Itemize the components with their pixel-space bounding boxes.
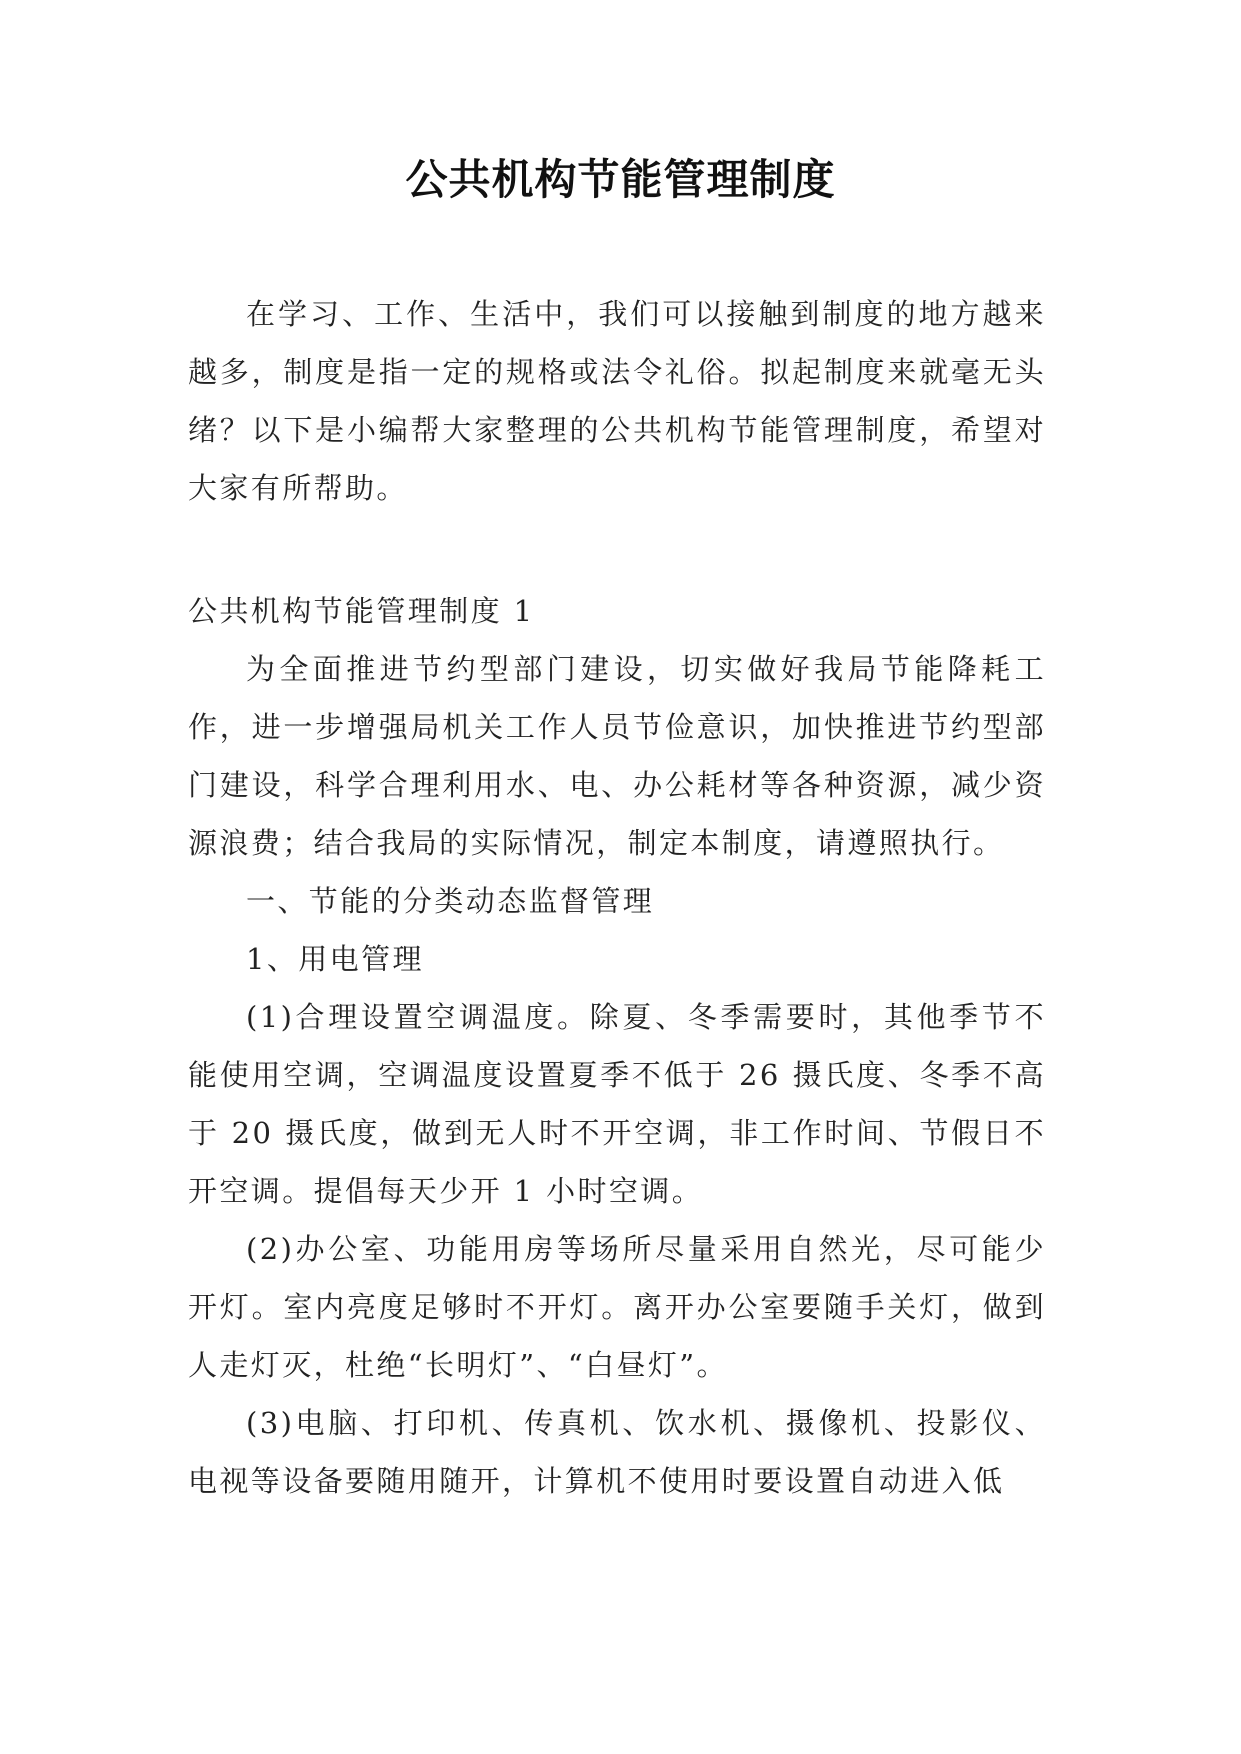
document-title: 公共机构节能管理制度 [405, 155, 836, 204]
document-body [188, 640, 1046, 1510]
intro-paragraph: 在学习、工作、生活中，我们可以接触到制度的地方越来越多，制度是指一定的规格或法令礼俗。拟起制度来就毫无头绪？以下是小编帮大家整理的公共机构节能管理制度，希望对大家有所帮助。 [188, 297, 1046, 505]
section-title: 一、节能的分类动态监督管理 [246, 884, 655, 918]
body-paragraph: 为全面推进节约型部门建设，切实做好我局节能降耗工作，进一步增强局机关工作人员节俭意识，加快推进节约型部门建设，科学合理利用水、电、办公耗材等各种资源，减少资源浪费；结合我局的实际情况，制定本制度，请遵照执行。 [188, 652, 1046, 860]
subsection-title: 1、用电管理 [246, 942, 424, 976]
body-paragraph: (2)办公室、功能用房等场所尽量采用自然光，尽可能少开灯。室内亮度足够时不开灯。离开办公室要随手关灯，做到人走灯灭，杜绝“长明灯”、“白昼灯”。 [188, 1232, 1046, 1382]
body-paragraph: (1)合理设置空调温度。除夏、冬季需要时，其他季节不能使用空调，空调温度设置夏季不低于 26 摄氏度、冬季不高于 20 摄氏度，做到无人时不开空调，非工作时间、节假日不开空调。提倡每天少开 1 小时空调。 [188, 1000, 1046, 1208]
body-paragraph: (3)电脑、打印机、传真机、饮水机、摄像机、投影仪、电视等设备要随用随开，计算机不使用时要设置自动进入低 [188, 1406, 1046, 1498]
section-heading: 公共机构节能管理制度 1 [188, 594, 535, 628]
